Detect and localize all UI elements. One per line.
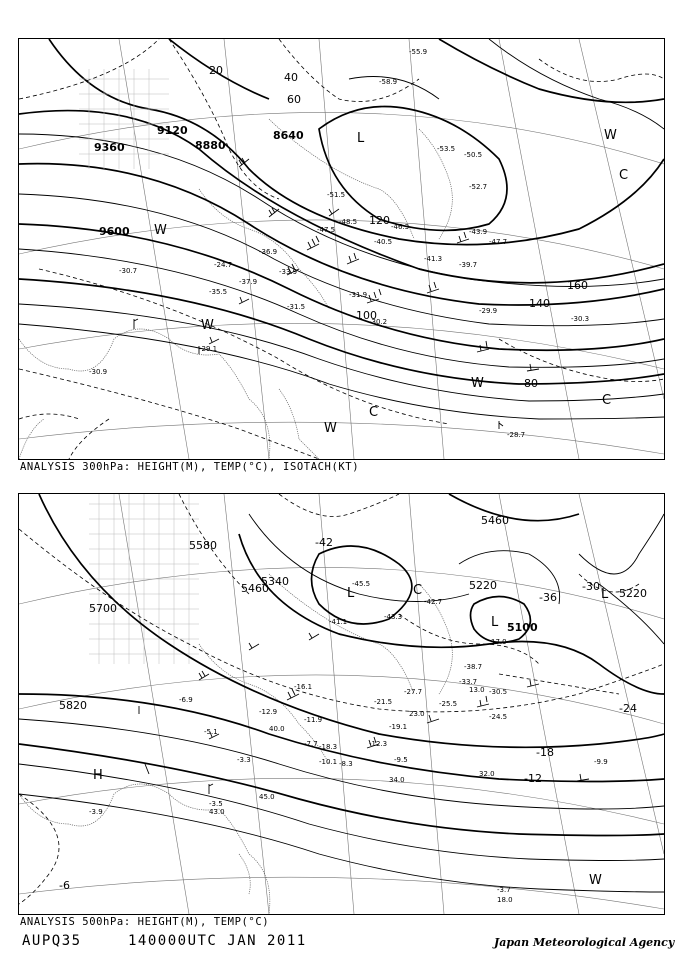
coastlines xyxy=(19,574,452,914)
temperature-label: -12 xyxy=(524,772,542,785)
agency-name: Japan Meteorological Agency xyxy=(494,936,675,949)
caption-300hpa: ANALYSIS 300hPa: HEIGHT(M), TEMP(°C), ISOTACH(KT) xyxy=(20,461,360,473)
height-label: 9120 xyxy=(157,124,188,137)
station-value: -53.5 xyxy=(437,145,456,153)
cold-center-label: C xyxy=(619,168,629,183)
station-value: -3.7 xyxy=(497,886,511,894)
station-value: 17.0 xyxy=(491,638,507,646)
station-value: -43.3 xyxy=(384,613,403,621)
station-value: -31.9 xyxy=(349,291,368,299)
caption-500hpa: ANALYSIS 500hPa: HEIGHT(M), TEMP(°C) xyxy=(20,916,270,928)
station-value: -46.3 xyxy=(391,223,410,231)
station-value: -29.1 xyxy=(199,345,218,353)
station-value: -3.3 xyxy=(237,756,251,764)
cold-center-label: C xyxy=(369,405,379,420)
station-value: -30.9 xyxy=(89,368,108,376)
isotach-label: 160 xyxy=(567,279,588,292)
station-value: -40.5 xyxy=(374,238,393,246)
height-label: 5700 xyxy=(89,602,117,615)
station-value: -31.5 xyxy=(287,303,306,311)
cold-center-label: C xyxy=(413,583,423,598)
station-value: -30.3 xyxy=(571,315,590,323)
height-label: 5100 xyxy=(507,621,538,634)
isotach-label: 140 xyxy=(529,297,550,310)
map-panel-300hpa xyxy=(18,38,665,460)
station-value: -41.3 xyxy=(424,255,443,263)
station-value: -45.5 xyxy=(352,580,371,588)
station-value: -41.1 xyxy=(329,618,348,626)
station-value: -16.1 xyxy=(294,683,313,691)
height-label: 5460 xyxy=(481,514,509,527)
station-value: -6.9 xyxy=(179,696,193,704)
graticule xyxy=(19,494,664,914)
station-value: -43.9 xyxy=(469,228,488,236)
station-value: -33.7 xyxy=(459,678,478,686)
height-labels xyxy=(59,514,647,712)
station-value: -29.9 xyxy=(479,307,498,315)
station-value: 43.0 xyxy=(209,808,225,816)
hatched-region xyxy=(89,494,199,664)
station-value: -12.9 xyxy=(259,708,278,716)
height-label: 5220 xyxy=(469,579,497,592)
graticule xyxy=(19,39,664,459)
station-value: -25.5 xyxy=(439,700,458,708)
station-value: -58.9 xyxy=(379,78,398,86)
station-value: -24.5 xyxy=(489,713,508,721)
chart-id: AUPQ35 xyxy=(22,933,82,949)
station-value: -47.7 xyxy=(489,238,508,246)
station-value: -30.7 xyxy=(119,267,138,275)
station-value: -30.2 xyxy=(369,318,388,326)
station-value: 18.0 xyxy=(497,896,513,904)
station-value: -52.7 xyxy=(469,183,488,191)
low-center-label: L xyxy=(347,586,355,601)
low-center-label: L xyxy=(601,587,609,602)
isotach-label: 80 xyxy=(524,377,538,390)
low-center-label: L xyxy=(357,131,365,146)
station-value: -3.9 xyxy=(89,808,103,816)
wind-barbs xyxy=(139,633,589,794)
isotach-label: 120 xyxy=(369,214,390,227)
warm-center-label: W xyxy=(604,128,617,143)
isotach-label: 60 xyxy=(287,93,301,106)
station-value: -48.5 xyxy=(339,218,358,226)
warm-center-label: W xyxy=(589,873,602,888)
height-label: 5340 xyxy=(261,575,289,588)
station-value: -35.5 xyxy=(209,288,228,296)
station-value: -9.9 xyxy=(594,758,608,766)
height-label: 9600 xyxy=(99,225,130,238)
temperature-label: -6 xyxy=(59,879,70,892)
station-value: -55.9 xyxy=(409,48,428,56)
station-value: -30.5 xyxy=(489,688,508,696)
height-label: 5580 xyxy=(189,539,217,552)
temperature-label: -36 xyxy=(539,591,557,604)
station-value: -27.7 xyxy=(404,688,423,696)
warm-center-label: W xyxy=(324,421,337,436)
station-value: -24.7 xyxy=(214,261,233,269)
station-value: -3.5 xyxy=(209,800,223,808)
high-center-label: H xyxy=(93,768,103,783)
warm-center-label: W xyxy=(201,318,214,333)
temperature-label: -24 xyxy=(619,702,637,715)
station-value: -21.5 xyxy=(374,698,393,706)
station-value: -19.1 xyxy=(389,723,408,731)
station-value: -36.9 xyxy=(259,248,278,256)
station-value: -8.3 xyxy=(339,760,353,768)
station-value: 23.0 xyxy=(409,710,425,718)
station-value: -42.7 xyxy=(424,598,443,606)
station-value: 45.0 xyxy=(259,793,275,801)
height-label: 8880 xyxy=(195,139,226,152)
chart-valid-time: 140000UTC JAN 2011 xyxy=(128,933,307,949)
hatched-region xyxy=(79,69,169,169)
height-label: 9360 xyxy=(94,141,125,154)
station-value: -5.1 xyxy=(204,728,218,736)
low-center-label: L xyxy=(491,615,499,630)
station-value: -47.5 xyxy=(317,226,336,234)
map-panel-500hpa xyxy=(18,493,665,915)
height-label: 5220 xyxy=(619,587,647,600)
temperature-label: -30 xyxy=(582,580,600,593)
station-value: -11.9 xyxy=(304,716,323,724)
station-value: -28.7 xyxy=(507,431,526,439)
isotach-label: 20 xyxy=(209,64,223,77)
station-value: -51.5 xyxy=(327,191,346,199)
station-value: -12.3 xyxy=(369,740,388,748)
temperature-label: -18 xyxy=(536,746,554,759)
station-value: -39.7 xyxy=(459,261,478,269)
station-value: -9.5 xyxy=(394,756,408,764)
station-value: 34.0 xyxy=(389,776,405,784)
warm-center-label: W xyxy=(154,223,167,238)
station-value: -18.3 xyxy=(319,743,338,751)
map-500hpa xyxy=(19,494,664,914)
station-value: -33.9 xyxy=(279,268,298,276)
station-value: 40.0 xyxy=(269,725,285,733)
station-value: -7.7 xyxy=(304,740,318,748)
height-contours xyxy=(19,494,664,836)
station-value: -37.9 xyxy=(239,278,258,286)
map-300hpa xyxy=(19,39,664,459)
isotach-label: 40 xyxy=(284,71,298,84)
station-value: -50.5 xyxy=(464,151,483,159)
isotach-label: 100 xyxy=(356,309,377,322)
station-value: -10.1 xyxy=(319,758,338,766)
height-label: 8640 xyxy=(273,129,304,142)
cold-center-label: C xyxy=(602,393,612,408)
station-value: 13.0 xyxy=(469,686,485,694)
station-value: -38.7 xyxy=(464,663,483,671)
station-value: 32.0 xyxy=(479,770,495,778)
warm-center-label: W xyxy=(471,376,484,391)
height-label: 5460 xyxy=(241,582,269,595)
height-label: 5820 xyxy=(59,699,87,712)
temperature-label: -42 xyxy=(315,536,333,549)
height-contours xyxy=(19,39,664,384)
